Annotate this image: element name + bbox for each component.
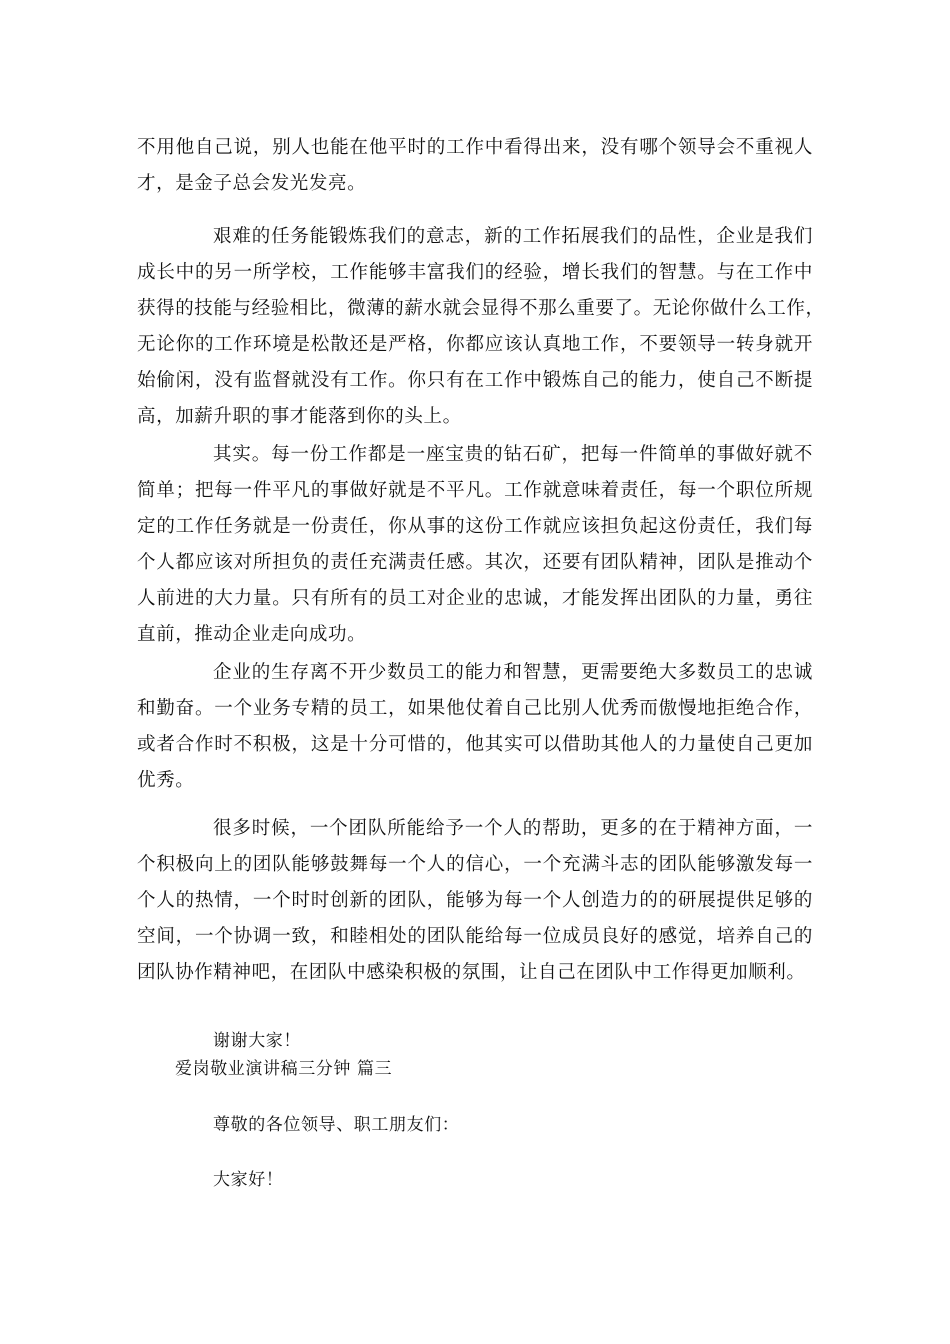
text-line: 成长中的另一所学校，工作能够丰富我们的经验，增长我们的智慧。与在工作中 (137, 262, 813, 283)
section-title: 爱岗敬业演讲稿三分钟 篇三 (175, 1059, 393, 1079)
text-line: 个积极向上的团队能够鼓舞每一个人的信心，一个充满斗志的团队能够激发每一 (137, 854, 813, 875)
text-line: 简单；把每一件平凡的事做好就是不平凡。工作就意味着责任，每一个职位所规 (137, 480, 813, 501)
paragraph-5 (137, 811, 813, 991)
text-line: 企业的生存离不开少数员工的能力和智慧，更需要绝大多数员工的忠诚 (213, 662, 813, 683)
text-line: 无论你的工作环境是松散还是严格，你都应该认真地工作，不要领导一转身就开 (137, 334, 813, 355)
text-line: 定的工作任务就是一份责任，你从事的这份工作就应该担负起这份责任，我们每 (137, 516, 813, 537)
closing-text: 谢谢大家！ (213, 1031, 301, 1051)
text-line: 获得的技能与经验相比，微薄的薪水就会显得不那么重要了。无论你做什么工作， (137, 298, 825, 319)
text-line: 或者合作时不积极，这是十分可惜的，他其实可以借助其他人的力量使自己更加 (137, 734, 813, 755)
text-line: 空间，一个协调一致，和睦相处的团队能给每一位成员良好的感觉，培养自己的 (137, 926, 813, 947)
text-line: 其实。每一份工作都是一座宝贵的钻石矿，把每一件简单的事做好就不 (213, 444, 813, 465)
paragraph-4 (137, 655, 813, 799)
text-line: 人前进的大力量。只有所有的员工对企业的忠诚，才能发挥出团队的力量，勇往 (137, 588, 813, 609)
text-line: 优秀。 (137, 770, 195, 791)
text-line: 始偷闲，没有监督就没有工作。你只有在工作中锻炼自己的能力，使自己不断提 (137, 370, 813, 391)
greeting-text: 大家好！ (213, 1170, 284, 1190)
text-line: 团队协作精神吧，在团队中感染积极的氛围，让自己在团队中工作得更加顺利。 (137, 962, 806, 983)
salutation-text: 尊敬的各位领导、职工朋友们： (213, 1115, 460, 1135)
text-line: 直前，推动企业走向成功。 (137, 624, 367, 645)
text-line: 和勤奋。一个业务专精的员工，如果他仗着自己比别人优秀而傲慢地拒绝合作， (137, 698, 813, 719)
text-line: 才，是金子总会发光发亮。 (137, 173, 367, 194)
text-line: 个人的热情，一个时时创新的团队，能够为每一个人创造力的的研展提供足够的 (137, 890, 813, 911)
text-line: 不用他自己说，别人也能在他平时的工作中看得出来，没有哪个领导会不重视人 (137, 137, 813, 158)
text-line: 很多时候，一个团队所能给予一个人的帮助，更多的在于精神方面，一 (213, 818, 813, 839)
text-line: 艰难的任务能锻炼我们的意志，新的工作拓展我们的品性，企业是我们 (213, 226, 813, 247)
paragraph-3 (137, 437, 813, 653)
paragraph-2 (137, 219, 825, 435)
text-line: 个人都应该对所担负的责任充满责任感。其次，还要有团队精神，团队是推动个 (137, 552, 813, 573)
text-line: 高，加薪升职的事才能落到你的头上。 (137, 406, 462, 427)
paragraph-1 (137, 130, 813, 202)
